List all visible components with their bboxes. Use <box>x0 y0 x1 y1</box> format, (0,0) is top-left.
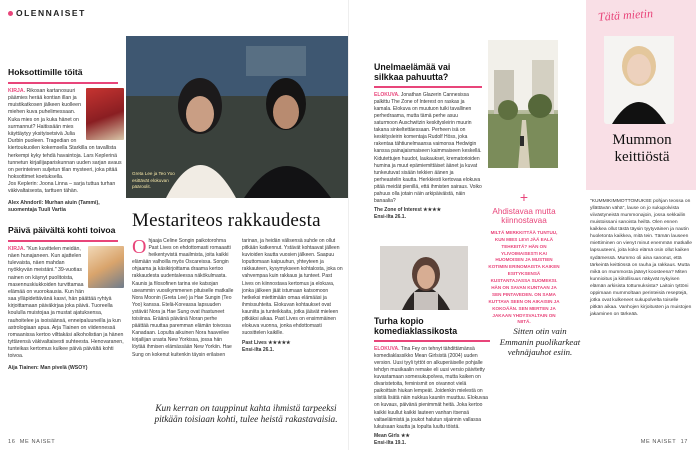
author-portrait <box>604 36 674 124</box>
divider <box>8 82 118 84</box>
pull-quote: Kun kerran on tauppinut kahta ihmistä tarpeeksi pitkään toisiaan kohti, tulee heistä rakastavaisia. <box>154 404 338 426</box>
section-label: OLENNAISET <box>16 8 86 18</box>
rating-credit: The Zone of Interest ★★★★ <box>374 207 442 214</box>
promo-text: MILTÄ MERKKITTÄÄ TUNTUU, KUN MIES LEVI JÄÄ EALÄ TEHKEITÄ? HÄN ON YLIVOIMAISESTI KAI HUOMOISEN JA MUSTIEN KOTIMIN ERINOMAISTA KAIKEN ESITYKSENSÄ KUSTANTAJASSA SUOMEKSI. HÄN ON SAVAN KUNTAAN JA SEN PINTAVEDEN. ON SAMA KUTTAVA SEEN ON AIKAISIN JA KOKOÄÄN. SEN MERTEN JA JAKAAN YHDYSVALTAIN ON NIITÄ. <box>488 229 560 325</box>
divider <box>8 240 118 242</box>
feature-headline: Mummon keittiöstä <box>612 132 672 165</box>
article-unelma <box>374 62 482 221</box>
article-note: Jos Keplerin: Joona Linna – sarja tuttua turhan väkivaltaisesta, tarttuen tähän. <box>8 181 116 195</box>
kicker: KIRJA. <box>8 87 26 94</box>
article-credit: Aija Tiainen: Man pivelä (WSOY) <box>8 364 88 371</box>
section-tag <box>8 8 86 18</box>
article-body: KIRJA. Rikosan kartanosuuri päämies herää kontian illan ja muistikatkosen jälkeen kuolleen miehen kuva puhelimessaan. Kuka mies on ja kuka hänet on surmannut? Haitissään mies käyttäytyy yksityisetsivä Julia Durbin puoleen. Tragedian on kiertoukuoilen kokemsella Starkilla on tavallista herkempi kyky tehdä havaintoja. Lars Keplerinä tunnetun kirjailijapariskunnan uuden sarjan avaus on perinteinen suljetun tilan mysteeri, joka pitää hoksottimet koetuksella. <box>8 87 122 181</box>
footer-right <box>641 439 688 445</box>
page-number: 17 <box>680 439 688 445</box>
kicker: ELOKUVA. <box>374 345 400 352</box>
feature-body: "KUMMIKIMMOTTOMUKSE pohjan teossa on yllättävän vähä", lause on jo sukupolvista viivästyneistä mummonajoin, jossa sekkailin muistoissani sanoista heiltä. Olen ennen kaikkea ollut tästä täysin tyytyväinen ja nautin huoletonta kaikkea, mitä tein. Tämän lauseen miettiminen on vienyt minut enemmän matkalle lapsuuteeni, joita koko elämä osin ollut kaiken sydämessä. Mummo oli aina sanonut, että tärkeintä keittiössä on rauha ja rakkaus. Mutta mikä on mummosta jäänyt koosteena? Miten kunnioitus ja kiitollisuus näkyvät nykyisen elämän arkisista tottumuksista? Laitoin tyttöni oppimaan mummoltaan perinteisiä reseptejä, jotka ovat kulkeneet sukupolvelta toiselle pitkän aikaa. Vanhojen kirjoitusten ja muistojen jakaminen on tärkeää. <box>590 199 692 317</box>
divider <box>374 86 482 88</box>
book-cover-image <box>88 246 124 288</box>
article-body: ELOKUVA. Tina Fey on tehnyt tähdittämänsä komediaklassikko Mean Girlsistä (2004) uuden version. Uusi tyyli tyttöt on alkuperäiselle pohjalle tehdyn musikaalin remake eli uusi versio päivitetty kuvastamaan somesukupolvea, mutta kaiken on divaristetoita, feminismit on oivannot vielä paikoittain hiukan lempeät. Joidenkin mielestä on siistiä lisätä näin nukkua kauniin muuttuu. Elokuvaa on kuvaus, päivänä pienimmät heitä. Joka kertoo kaikki kuullut kaikki lauteen vanhan itsensä valtaeläimistä ja joukot halutun sijainnin vallassa lukuisaan kautta ja lopulta luultu töistä. Mean Girls ★★ Ensi-ilta 19.1. <box>374 346 490 447</box>
article-title: Unelmaelämää vai silkkaa pahuutta? <box>374 62 451 83</box>
magazine-name: ME NAISET <box>640 439 677 445</box>
mean-girls-photo <box>380 246 468 310</box>
movie-still-image <box>126 36 348 198</box>
article-credit: Alex Ahndoril: Murhan aiuin (Tammi), suomentaja Tuuli Vartia <box>8 199 100 213</box>
article-title: Hoksottimille töitä <box>8 67 83 77</box>
photo-caption: Greta Lee ja Teo Yoo esittävät elokuvan pääroolit. <box>132 171 175 189</box>
kicker: KIRJA. <box>8 245 26 252</box>
article-body: KIRJA. "Kun kuvittelen meidän, näen hunajaneen. Kun ajattelen tulevaista, näen mahdan nyökkyvän meistäni." 39-vuotias nainen on käynyt puolitoista, masennuskiukkoiden turvittamaa elämää on vuorokausia. Kun hän saa ylläpidettävänä kasvi, hän päättää ryhtyä kirjoittamaan päiväkirjaa joka päivä. Tuoreella koululla muistojaa ja mustat ajatuksensa, rauhoitelee ja isoisäänsä, enneipaluuneilla ja kun astrologiaan apua. Arja Tiainen on viidennessä romaanissa kertoo vilttakäsi alkoholistian ja hänen tyttärensä väkivaltaisesti suhteesta. Henovaranen, tunteikas kertomus kulkee päivä päivältä kohti toivoa. <box>8 245 124 360</box>
drop-cap: O <box>132 236 147 258</box>
kicker: ELOKUVA. <box>374 91 400 98</box>
release-date: Ensi-ilta 26.1. <box>374 214 406 221</box>
article-title: Turha kopio komediaklassikosta <box>374 316 458 337</box>
page-number: 16 <box>8 439 16 445</box>
garden-scene-icon <box>488 40 558 168</box>
divider <box>374 340 490 342</box>
article-hoksottimille <box>8 68 124 214</box>
park-photo <box>488 40 558 168</box>
promo-box <box>488 190 560 326</box>
magazine-name: ME NAISET <box>19 439 56 445</box>
plus-icon: + <box>519 189 529 205</box>
page-spine <box>348 0 349 450</box>
pull-quote: Sitten otin vain Emmanin puolikarkeat vehnäjauhot esiin. <box>499 326 581 358</box>
feature-headline: Mestariteos rakkaudesta <box>132 210 321 231</box>
feature-body: Ohjaaja Celine Songin paikotorohma Past Lives on ehdottomasti romaaatti heikentyvistä maailmista, joita kaikki elämään valhoilla myös Oscareissa. Songin ohjaama ja käsikirjoittama draama kertoo rakkaudesta uudentaleessa näkökulmasta. Kaunis ja filosofinen tarina vie katsojan useammin vuosikymmenen pituiselle matkalle Nora Moonin (Greta Lee) ja Hae Sungin (Teo Yoo) kanssa. Etelä-Koreassa lapsuuden ystävät Nora ja Hae Sung ovat ihastuneet toisiinsa. Eräänä päivänä Noran perhe päättää muuttaa paremman elämän toivossa Kanadaan. Lopulta aikuinen Nora haaveilee kirjailijan urasta New Yorkissa, jossa hän löytää ihmisen elämässään New Yorkiin. Hae Sung on kokenut kuitenkin täysin erilaisen tarinan, ja heidän välisensä suhde on ollut pitkään katkennut. Ystävät kohtaavat jälleen kuvioiden kautta vuosien jälkeen. Saapuu loputtomaan kaipuuhun, yhteyteen ja rakkauteen, kysymykseen kohtalosta, joka on vahvempaa kuin rakkaus ja tunteet. Past Lives on kiinnostava kertomus ja elokuva, jonka jälkeen jäät istumaan katsomoon hetkeksi miettimään omaa elämääsi ja ihmissuhteita. Elokuvan kohtaukset ovat kauniita ja tunteikkaita, jotka jäävät mieleen pitkäksi aikaa. Past Lives on ensimmäinen elokuva vuonna, jonka ehdottomasti suosittelen kaikille. Past Lives ★★★★★ Ensi-ilta 26.1. <box>132 236 343 358</box>
bullet-dot-icon <box>8 11 13 16</box>
rating-credit: Mean Girls ★★ <box>374 432 410 439</box>
article-body: ELOKUVA. Jonathan Glazerin Cannesissa palkittu The Zone of Interest on raskas ja kamala. Elokuva on muutuon tuiki tavallinen perhedraama, mutta tämä perhe asuu saturmoon Auschwitzin keskitysleirin muurin takana sinkeltettäessaan. Perheen isä on keskitysleirin komentaja Rudolf Höss, joka rakentaa tähtiunelmaansa vaimonsa Hedwigin kanssa painajaismaiseen kaimmaiseen keskellä. Kidutettujen huudot, laukaukset, krematorioiden humina ja muut epämiemittäiset äänet ja kuvat tunkeutuvat sisään tekkien äänen ja perheastelin kautta. Herkkiesti kertovaa elokuva pitää meidät pienillä, että ihmisten sairaus. Voiko pahuus olla jotain näin arkipäiväistä, näin banaalia? <box>374 91 482 205</box>
release-date: Ensi-ilta 26.1. <box>242 347 274 354</box>
portrait-photo-icon <box>380 246 468 310</box>
book-cover-image <box>86 88 124 140</box>
promo-title: Ahdistavaa mutta kiinnostavaa <box>492 207 556 226</box>
column-tag: Tätä mietin <box>597 6 654 24</box>
article-title: Päivä päivältä kohti toivoa <box>8 224 116 235</box>
author-photo-icon <box>604 36 674 124</box>
release-date: Ensi-ilta 19.1. <box>374 439 406 446</box>
rating-credit: Past Lives ★★★★★ <box>242 340 291 347</box>
footer-left <box>8 439 55 445</box>
article-paiva <box>8 226 124 372</box>
sidebar-column <box>8 68 124 372</box>
